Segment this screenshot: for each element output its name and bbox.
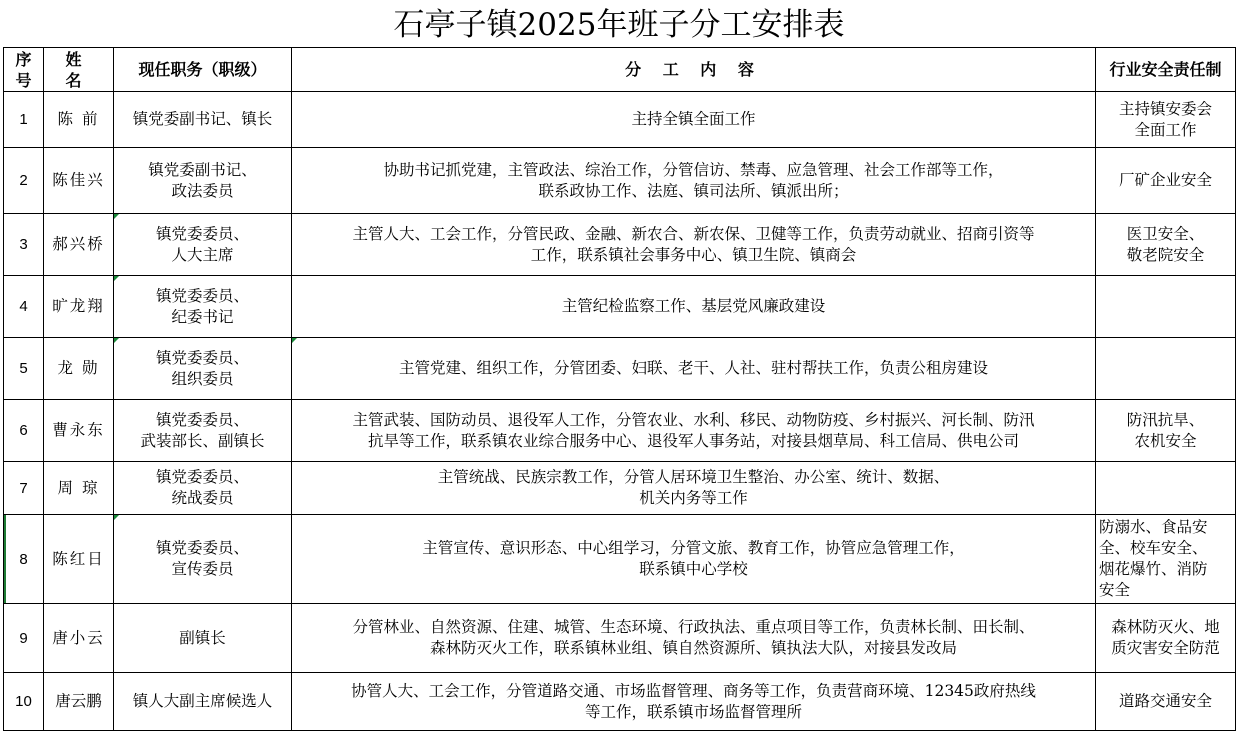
cell-safety[interactable]	[1096, 92, 1236, 148]
cell-seq[interactable]: 4	[4, 276, 44, 338]
header-position[interactable]: 现任职务（职级）	[114, 48, 292, 92]
cell-position[interactable]	[114, 673, 292, 731]
safety-text: 防汛抗旱、 农机安全	[1126, 410, 1205, 450]
content-text: 主管武装、国防动员、退役军人工作，分管农业、水利、移民、动物防疫、乡村振兴、河长制、防汛 抗旱等工作，联系镇农业综合服务中心、退役军人事务站，对接县烟草局、科工信局、供电公司	[352, 410, 1035, 450]
cell-seq[interactable]: 5	[4, 338, 44, 400]
cell-position[interactable]	[114, 462, 292, 515]
header-name[interactable]: 姓 名	[44, 48, 114, 92]
cell-content[interactable]	[292, 515, 1096, 604]
cell-position[interactable]	[114, 400, 292, 462]
cell-safety[interactable]	[1096, 148, 1236, 214]
cell-content[interactable]	[292, 400, 1096, 462]
table-row	[4, 604, 1236, 673]
position-text: 镇党委委员、 人大主席	[155, 224, 249, 264]
cell-safety[interactable]	[1096, 462, 1236, 515]
cell-name[interactable]: 唐云鹏	[44, 673, 114, 731]
cell-content[interactable]	[292, 92, 1096, 148]
cell-content[interactable]	[292, 276, 1096, 338]
cell-safety[interactable]	[1096, 214, 1236, 276]
safety-text: 医卫安全、 敬老院安全	[1126, 224, 1205, 264]
cell-seq[interactable]: 3	[4, 214, 44, 276]
cell-safety[interactable]	[1096, 276, 1236, 338]
position-text: 镇党委委员、 统战委员	[155, 468, 249, 507]
content-text: 主持全镇全面工作	[631, 110, 756, 128]
table-row	[4, 462, 1236, 515]
cell-safety[interactable]	[1096, 604, 1236, 673]
cell-position[interactable]	[114, 276, 292, 338]
cell-seq[interactable]: 7	[4, 462, 44, 515]
cell-seq[interactable]: 9	[4, 604, 44, 673]
position-text: 镇人大副主席候选人	[132, 692, 273, 710]
cell-content[interactable]	[292, 604, 1096, 673]
cell-position[interactable]	[114, 148, 292, 214]
header-content[interactable]: 分 工 内 容	[292, 48, 1096, 92]
safety-text: 道路交通安全	[1118, 692, 1212, 710]
cell-safety[interactable]	[1096, 338, 1236, 400]
cell-position[interactable]	[114, 92, 292, 148]
header-safety[interactable]: 行业安全责任制	[1096, 48, 1236, 92]
content-text: 协管人大、工会工作，分管道路交通、市场监督管理、商务等工作，负责营商环境、12345政府热线 等工作，联系镇市场监督管理所	[351, 681, 1036, 721]
cell-seq[interactable]: 6	[4, 400, 44, 462]
cell-seq[interactable]: 10	[4, 673, 44, 731]
position-text: 镇党委委员、 纪委书记	[155, 286, 249, 326]
table-row	[4, 92, 1236, 148]
position-text: 镇党委委员、 组织委员	[155, 348, 249, 388]
table-row	[4, 515, 1236, 604]
cell-name[interactable]: 郝兴桥	[44, 214, 114, 276]
cell-content[interactable]	[292, 148, 1096, 214]
cell-safety[interactable]	[1096, 515, 1236, 604]
safety-text: 防溺水、食品安 全、校车安全、 烟花爆竹、消防 安全	[1099, 518, 1208, 599]
cell-safety[interactable]	[1096, 673, 1236, 731]
cell-content[interactable]	[292, 462, 1096, 515]
cell-seq[interactable]: 8	[4, 515, 44, 604]
content-text: 主管统战、民族宗教工作，分管人居环境卫生整治、办公室、统计、数据、 机关内务等工作	[437, 468, 950, 507]
content-text: 主管宣传、意识形态、中心组学习，分管文旅、教育工作，协管应急管理工作， 联系镇中心学校	[422, 539, 965, 578]
cell-position[interactable]	[114, 338, 292, 400]
cell-position[interactable]	[114, 214, 292, 276]
cell-position[interactable]	[114, 604, 292, 673]
content-text: 主管人大、工会工作，分管民政、金融、新农合、新农保、卫健等工作，负责劳动就业、招商引资等 工作，联系镇社会事务中心、镇卫生院、镇商会	[352, 224, 1035, 264]
safety-text: 森林防灭火、地 质灾害安全防范	[1111, 618, 1220, 657]
cell-seq[interactable]: 1	[4, 92, 44, 148]
cell-position[interactable]	[114, 515, 292, 604]
position-text: 镇党委委员、 宣传委员	[155, 539, 249, 578]
cell-name[interactable]: 旷龙翔	[44, 276, 114, 338]
header-seq[interactable]: 序号	[4, 48, 44, 92]
cell-seq[interactable]: 2	[4, 148, 44, 214]
cell-content[interactable]	[292, 673, 1096, 731]
header-row	[4, 48, 1236, 92]
content-text: 主管党建、组织工作，分管团委、妇联、老干、人社、驻村帮扶工作，负责公租房建设	[398, 359, 988, 377]
safety-text: 厂矿企业安全	[1118, 171, 1212, 189]
table-row	[4, 338, 1236, 400]
spreadsheet	[3, 0, 1235, 732]
table-row	[4, 400, 1236, 462]
cell-name[interactable]: 陈佳兴	[44, 148, 114, 214]
position-text: 镇党委副书记、 政法委员	[148, 160, 257, 200]
assignment-table	[3, 47, 1236, 731]
cell-content[interactable]	[292, 338, 1096, 400]
table-row	[4, 214, 1236, 276]
cell-content[interactable]	[292, 214, 1096, 276]
cell-name[interactable]: 龙 勋	[44, 338, 114, 400]
position-text: 镇党委副书记、镇长	[132, 110, 273, 128]
content-text: 协助书记抓党建，主管政法、综治工作，分管信访、禁毒、应急管理、社会工作部等工作， 联系政协工作、法庭、镇司法所、镇派出所；	[383, 160, 1004, 200]
cell-name[interactable]: 周 琼	[44, 462, 114, 515]
cell-safety[interactable]	[1096, 400, 1236, 462]
cell-name[interactable]: 唐小云	[44, 604, 114, 673]
position-text: 副镇长	[179, 628, 226, 647]
cell-name[interactable]: 曹永东	[44, 400, 114, 462]
table-row	[4, 276, 1236, 338]
cell-name[interactable]: 陈 前	[44, 92, 114, 148]
content-text: 主管纪检监察工作、基层党风廉政建设	[561, 297, 826, 315]
cell-name[interactable]: 陈红日	[44, 515, 114, 604]
table-row	[4, 673, 1236, 731]
table-row	[4, 148, 1236, 214]
content-text: 分管林业、自然资源、住建、城管、生态环境、行政执法、重点项目等工作，负责林长制、田长制、 森林防灭火工作，联系镇林业组、镇自然资源所、镇执法大队，对接县发改局	[352, 618, 1035, 657]
safety-text: 主持镇安委会 全面工作	[1118, 99, 1212, 139]
position-text: 镇党委委员、 武装部长、副镇长	[140, 410, 265, 450]
page-title: 石亭子镇2025年班子分工安排表	[393, 7, 845, 43]
